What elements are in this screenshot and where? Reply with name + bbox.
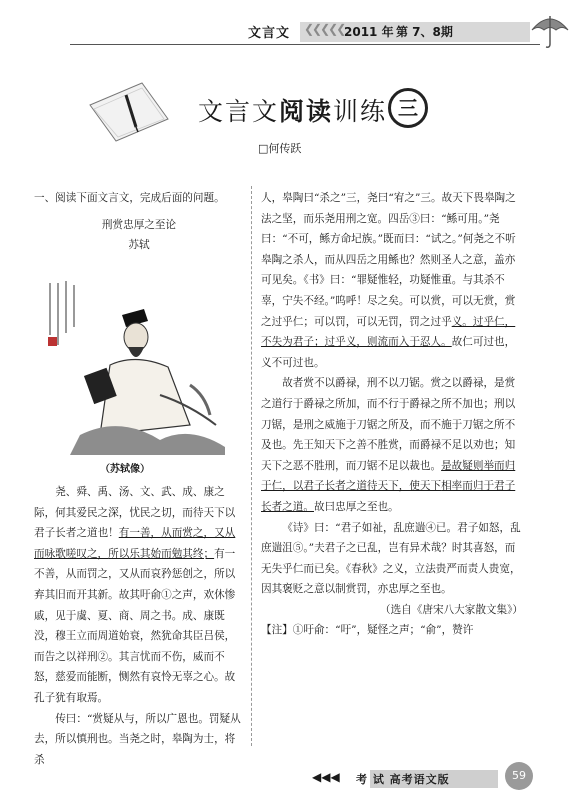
left-column-top <box>34 188 244 256</box>
header-issue: 第 7、8期 <box>396 25 453 39</box>
essay-title: 刑赏忠厚之至论 <box>101 218 177 231</box>
left-column-body <box>34 482 244 770</box>
portrait-caption: （苏轼像） <box>100 464 150 475</box>
paragraph-3: 故者赏不以爵禄，刑不以刀锯。赏之以爵禄，是赏之道行于爵禄之所加，而不行于爵禄之所不加也；刑以刀锯，是刑之威施于刀锯之所及，而不施于刀锯之所不及也。先王知天下之善不胜赏，而爵禄不足以劝也；知天下之恶不胜刑，而刀锯不足以裁也。是故疑则举而归于仁，以君子长者之道待天下，使天下相率而归于君子长者之道。故曰忠厚之至也。 <box>261 377 516 513</box>
paragraph-4: 《诗》曰：“君子如祉，乱庶遄④已。君子如怒，乱庶遄沮⑤。”夫君子之已乱，岂有异术哉？时其喜怒，而无失乎仁而已矣。《春秋》之义，立法贵严而责人贵宽，因其褒贬之意以制赏罚，亦忠厚之至也。 <box>261 521 521 596</box>
header-rule <box>70 44 540 45</box>
essay-author: 苏轼 <box>128 239 150 252</box>
page-number: 59 <box>505 762 533 790</box>
header-category: 文言文 <box>248 26 291 41</box>
title-number-badge: 三 <box>388 88 428 128</box>
article-author: □何传跃 <box>258 142 302 155</box>
paragraph-2-start: 传曰：“赏疑从与，所以广恩也。罚疑从去，所以慎刑也。当尧之时，皋陶为士，将杀 <box>34 712 241 766</box>
page-title: 文言文阅读训练 <box>198 97 388 126</box>
header-year: 2011 年 <box>344 25 394 39</box>
column-divider <box>251 186 252 746</box>
notepad-pen-icon <box>80 75 178 147</box>
right-column <box>261 188 523 641</box>
source-citation: （选自《唐宋八大家散文集》） <box>379 603 523 616</box>
publication-name: 考 试 高考语文版 <box>356 773 450 786</box>
arrows-left-icon: ◀◀◀ <box>312 770 340 784</box>
instruction: 一、阅读下面文言文，完成后面的问题。 <box>34 192 225 204</box>
paragraph-2-cont: 人，皋陶曰“杀之”三，尧曰“宥之”三。故天下畏皋陶之法之坚，而乐尧用刑之宽。四岳③曰：“鲧可用。”尧曰：“不可，鲧方命圮族。”既而曰：“试之。”何尧之不听皋陶之杀人，而从四岳之用鲧也？然则圣人之意，盖亦可见矣。《书》曰：“罪疑惟轻，功疑惟重。与其杀不辜，宁失不经。”呜呼！尽之矣。可以赏，可以无赏，赏之过乎仁；可以罚，可以无罚，罚之过乎义。过乎仁，不失为君子；过乎义，则流而入于忍人。故仁可过也，义不可过也。 <box>261 192 516 369</box>
paragraph-1: 尧、舜、禹、汤、文、武、成、康之际，何其爱民之深，忧民之切，而待天下以君子长者之道也！有一善，从而赏之，又从而咏歌嗟叹之，所以乐其始而勉其终；有一不善，从而罚之，又从而哀矜惩创之，所以弃其旧而开其新。故其吁俞①之声，欢休惨戚，见于虞、夏、商、周之书。成、康既没，穆王立而周道始衰，然犹命其臣吕侯，而告之以祥刑②。其言忧而不伤，威而不怒，慈爱而能断，恻然有哀怜无辜之心。故孔子犹有取焉。 <box>34 486 236 704</box>
footnote: 【注】①吁俞：“吁”，疑怪之声；“俞”，赞许 <box>261 624 474 637</box>
portrait-image <box>40 275 230 455</box>
chevron-icon: ❮❮❮❮❮ <box>304 22 345 36</box>
